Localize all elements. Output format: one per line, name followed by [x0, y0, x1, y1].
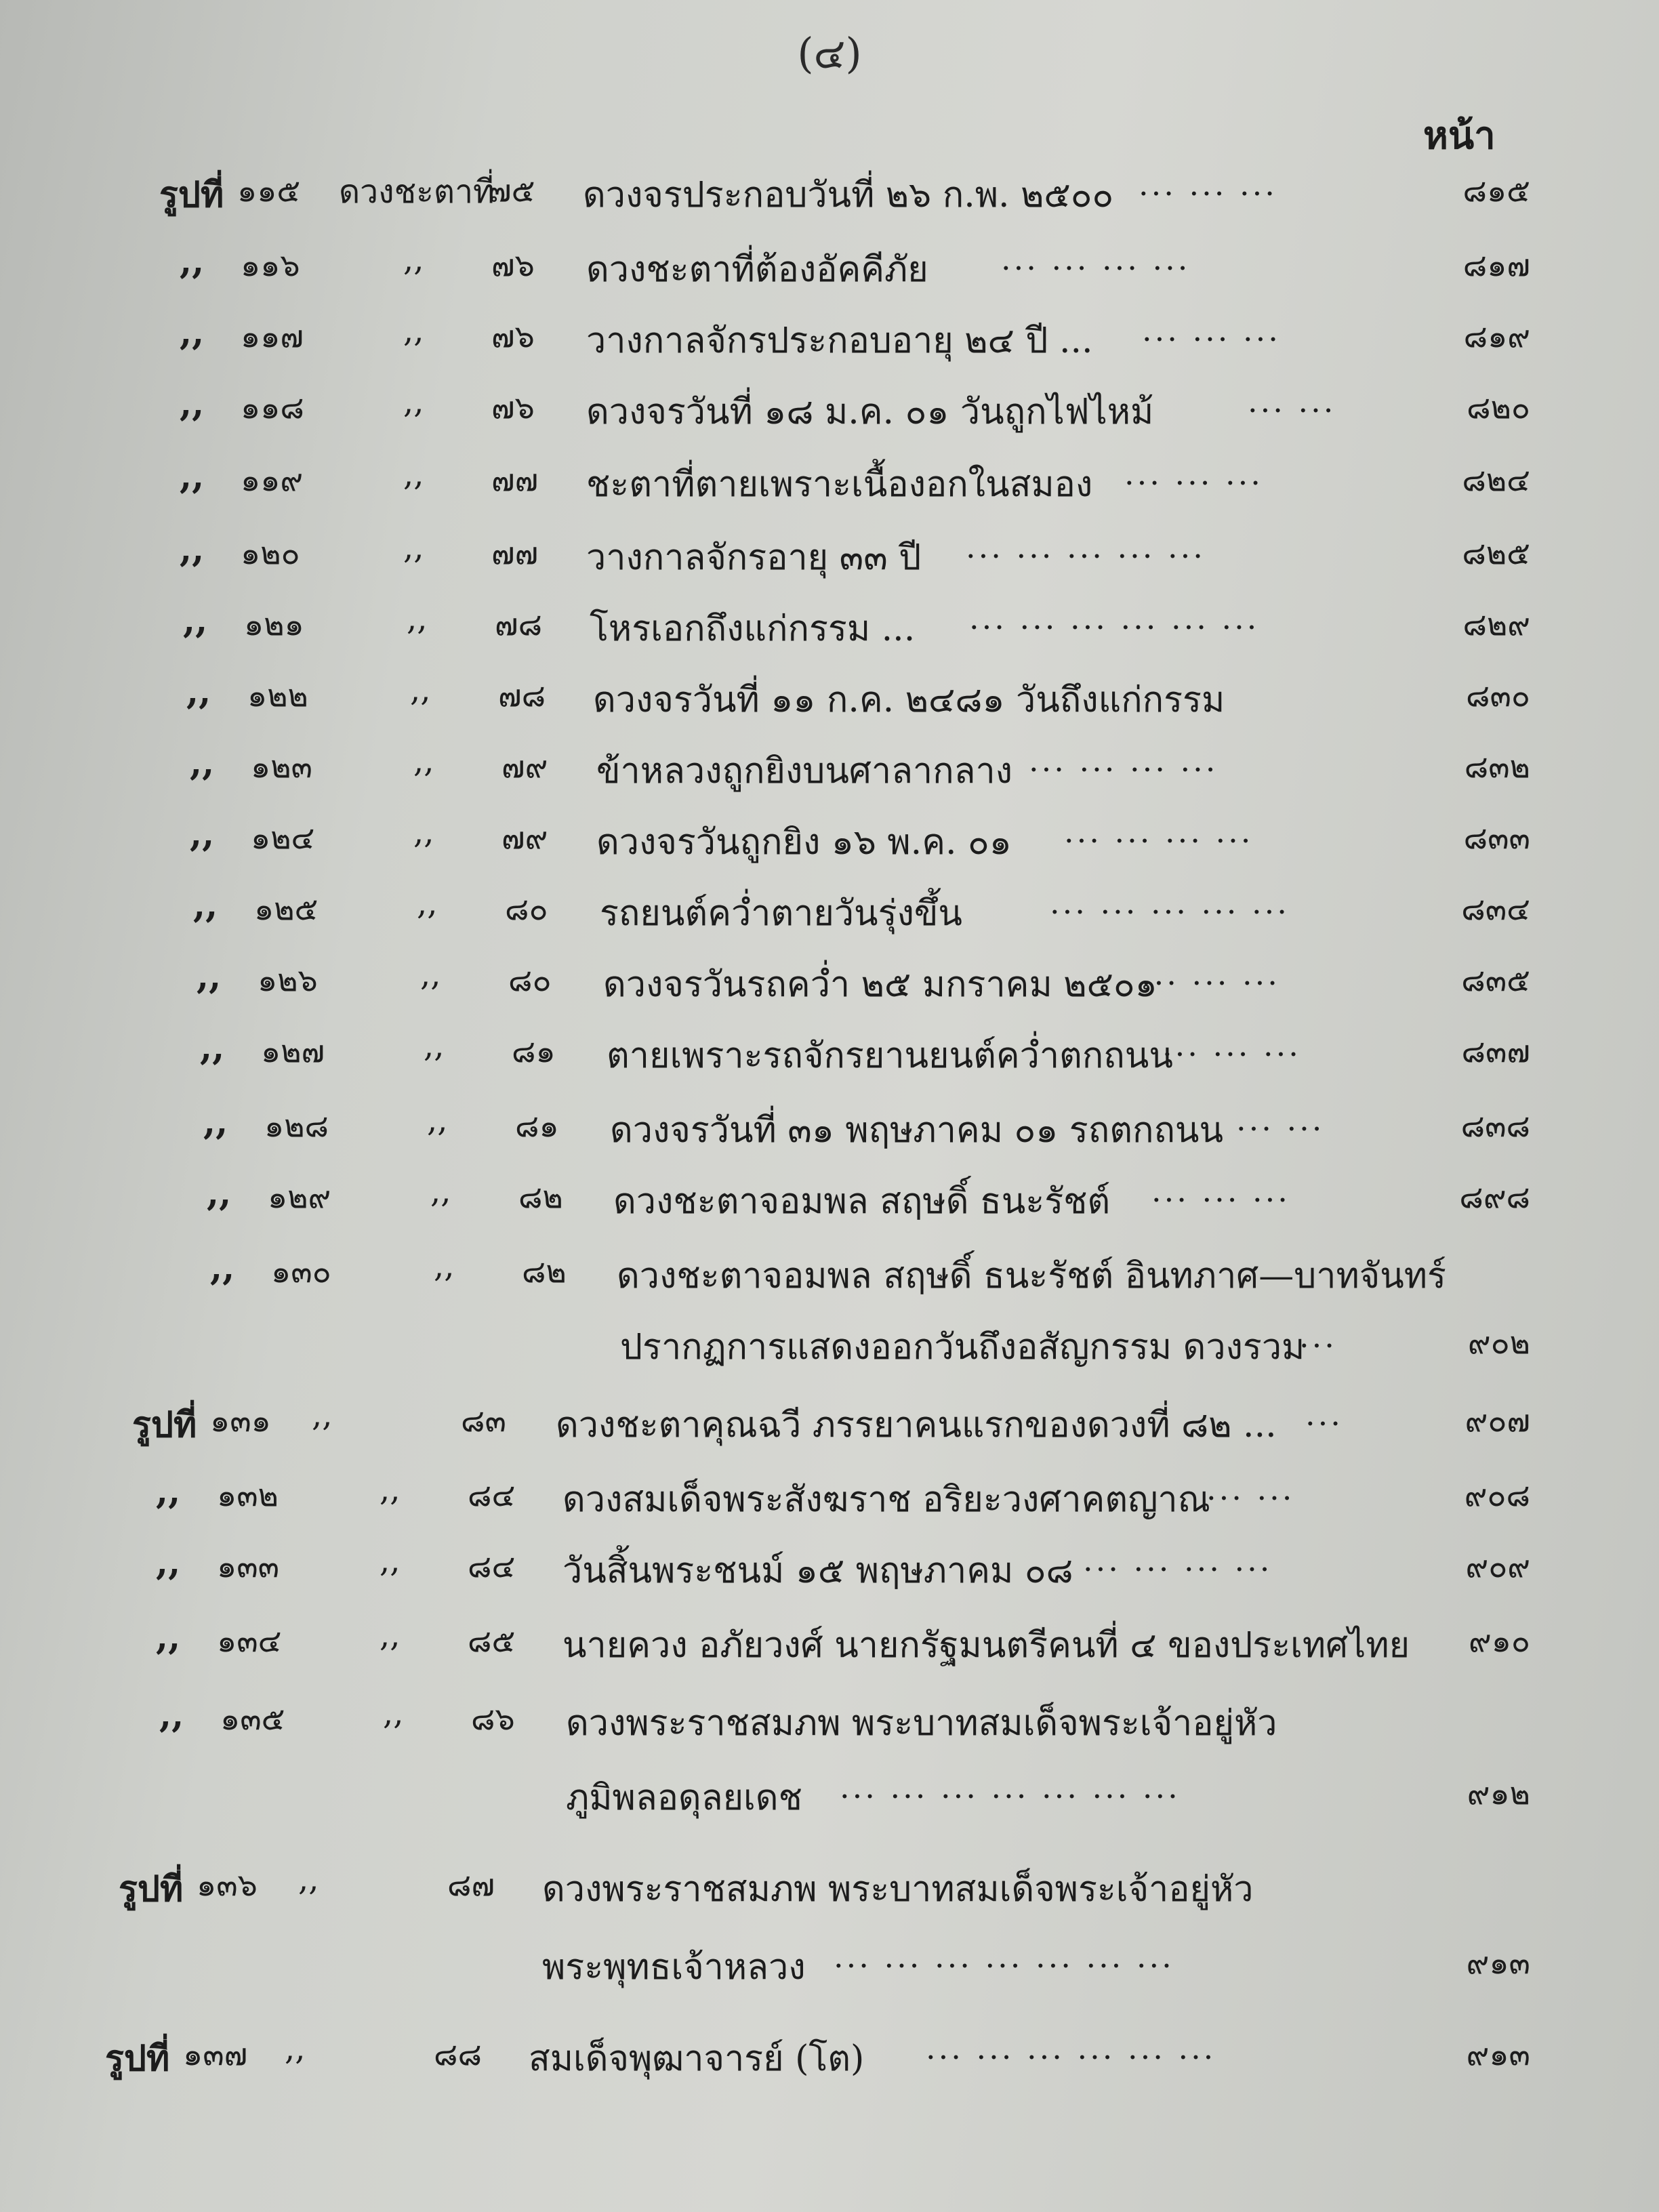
list-item	[0, 2030, 1659, 2097]
leader-dots: ... ... ...	[1141, 956, 1280, 992]
chart-ditto: ,,	[434, 1247, 455, 1285]
leader-dots: ...	[1305, 1396, 1343, 1433]
page-ref: ๘๑๙	[1463, 318, 1530, 354]
entry-title: สมเด็จพุฒาจารย์ (โต)	[529, 2039, 865, 2079]
list-item	[0, 241, 1659, 308]
entry-title: รถยนต์คว่ำตายวันรุ่งขึ้น	[600, 893, 962, 934]
chart-ditto: ,,	[407, 600, 428, 638]
chart-ditto: ,,	[403, 455, 424, 493]
leader-dots: ... ... ... ... ... ... ...	[840, 1769, 1181, 1805]
entry-title: พระพุทธเจ้าหลวง	[542, 1947, 806, 1988]
page-ref: ๘๓๘	[1460, 1107, 1530, 1144]
list-item	[0, 1860, 1659, 1928]
entry-label: ,,	[183, 600, 208, 641]
leader-dots: ... ...	[1236, 1101, 1325, 1138]
list-item	[0, 813, 1659, 881]
figure-number: ๑๑๖	[241, 247, 300, 283]
list-item	[0, 1471, 1659, 1538]
list-item	[0, 742, 1659, 810]
entry-label: รูปที่	[105, 2038, 170, 2079]
entry-label: ,,	[180, 312, 205, 353]
page-ref: ๙๑๒	[1467, 1775, 1530, 1811]
entry-title: ดวงจรวันที่ ๑๑ ก.ค. ๒๔๘๑ วันถึงแก่กรรม	[593, 680, 1225, 720]
chart-ditto: ,,	[413, 813, 434, 851]
leader-dots: ...	[1299, 1318, 1337, 1355]
figure-number: ๑๒๖	[258, 962, 318, 998]
figure-number: ๑๒๕	[254, 890, 319, 927]
chart-number: ๘๑	[512, 1033, 556, 1069]
entry-title: วันสิ้นพระชนม์ ๑๕ พฤษภาคม ๐๘	[562, 1551, 1073, 1591]
chart-number: ๗๗	[491, 535, 539, 571]
entry-title: โหรเอกถึงแก่กรรม ...	[590, 609, 916, 649]
leader-dots: ... ... ...	[1142, 312, 1281, 348]
chart-number: ๘๐	[505, 890, 548, 927]
list-item	[0, 1396, 1659, 1464]
chart-ditto: ,,	[410, 671, 431, 709]
chart-ditto: ,,	[403, 241, 424, 279]
chart-ditto: ,,	[424, 1027, 445, 1065]
entry-label: รูปที่	[159, 174, 224, 216]
figure-number: ๑๒๐	[241, 535, 300, 571]
leader-dots: ... ... ... ... ... ... ...	[834, 1938, 1174, 1975]
figure-number: ๑๓๑	[210, 1402, 271, 1439]
list-item	[0, 1938, 1659, 2006]
chart-number: ๘๐	[508, 962, 552, 998]
chart-ditto: ,,	[312, 1396, 333, 1434]
chart-ditto: ,,	[403, 383, 424, 421]
entry-label: ,,	[210, 1247, 235, 1288]
page-ref: ๙๑๓	[1466, 2036, 1530, 2072]
list-item	[0, 455, 1659, 523]
entry-title: ดวงชะตาจอมพล สฤษดิ์ ธนะรัชต์	[613, 1181, 1111, 1222]
entry-label: ,,	[156, 1471, 181, 1512]
chart-number: ๘๒	[518, 1179, 563, 1215]
leader-dots: ... ... ... ... ...	[966, 529, 1206, 565]
chart-ditto: ,,	[430, 1172, 451, 1210]
chart-number: ๘๔	[468, 1477, 516, 1513]
chart-number: ๗๖	[491, 389, 535, 426]
chart-number: ๗๕	[488, 172, 535, 209]
figure-number: ๑๒๑	[244, 606, 304, 642]
figure-number: ๑๑๘	[241, 389, 304, 426]
entry-title: วางกาลจักรอายุ ๓๓ ปี	[586, 537, 922, 578]
page-ref: ๙๐๗	[1465, 1402, 1530, 1439]
figure-number: ๑๑๙	[241, 462, 304, 498]
entry-title: ดวงชะตาจอมพล สฤษดิ์ ธนะรัชต์ อินทภาศ—บาทจันทร์	[617, 1256, 1446, 1296]
list-item	[0, 529, 1659, 596]
page-ref: ๘๒๐	[1467, 389, 1530, 426]
figure-number: ๑๑๗	[241, 318, 304, 354]
chart-number: ๗๖	[491, 318, 535, 354]
list-item	[0, 383, 1659, 451]
entry-label: ,,	[186, 671, 211, 712]
entry-title: ชะตาที่ตายเพราะเนื้องอกในสมอง	[586, 464, 1093, 505]
list-item	[0, 312, 1659, 380]
entry-label: รูปที่	[132, 1404, 197, 1446]
figure-number: ๑๓๐	[271, 1253, 331, 1290]
page-ref: ๙๐๘	[1464, 1477, 1530, 1513]
leader-dots: ... ... ...	[1124, 455, 1263, 492]
figure-number: ๑๓๔	[217, 1622, 282, 1659]
list-item	[0, 1027, 1659, 1094]
leader-dots: ... ... ... ... ...	[1050, 884, 1290, 921]
entry-title: ดวงพระราชสมภพ พระบาทสมเด็จพระเจ้าอยู่หัว	[542, 1869, 1254, 1910]
figure-number: ๑๓๓	[217, 1548, 280, 1584]
entry-title: ดวงจรวันที่ ๓๑ พฤษภาคม ๐๑ รถตกถนน	[610, 1110, 1224, 1151]
chart-ditto: ,,	[380, 1616, 401, 1654]
leader-dots: ... ... ...	[1162, 1027, 1301, 1063]
entry-label: ,,	[197, 956, 222, 997]
entry-label: ,,	[180, 529, 205, 570]
figure-number: ๑๒๙	[268, 1179, 331, 1215]
chart-ditto: ,,	[417, 884, 438, 922]
figure-number: ๑๓๕	[220, 1700, 285, 1737]
entry-title: นายควง อภัยวงศ์ นายกรัฐมนตรีคนที่ ๔ ของประเทศไทย	[562, 1625, 1410, 1666]
chart-number: ๘๓	[461, 1402, 506, 1439]
figure-number: ๑๒๒	[247, 677, 308, 714]
list-item	[0, 1616, 1659, 1684]
page-ref: ๙๑๓	[1466, 1944, 1530, 1981]
chart-number: ๗๖	[491, 247, 535, 283]
leader-dots: ... ... ... ... ... ...	[969, 600, 1260, 636]
figure-number: ๑๑๕	[237, 172, 301, 209]
chart-number: ๗๙	[501, 819, 548, 856]
entry-label: ,,	[203, 1101, 228, 1143]
page-ref: ๘๑๗	[1462, 247, 1530, 283]
entry-label: ,,	[180, 455, 205, 497]
figure-number: ๑๓๗	[183, 2036, 248, 2072]
page-ref: ๘๑๕	[1462, 172, 1530, 209]
entry-title: ดวงจรวันที่ ๑๘ ม.ค. ๐๑ วันถูกไฟไหม้	[586, 392, 1154, 432]
entry-title: ข้าหลวงถูกยิงบนศาลากลาง	[596, 751, 1013, 792]
chart-number: ๘๕	[468, 1622, 516, 1659]
list-item	[0, 956, 1659, 1023]
page-ref: ๘๒๔	[1462, 462, 1530, 498]
chart-ditto: ,,	[298, 1860, 319, 1898]
page-ref: ๙๑๐	[1469, 1622, 1530, 1659]
entry-title: ดวงจรวันถูกยิง ๑๖ พ.ค. ๐๑	[596, 822, 1012, 863]
list-item	[0, 1694, 1659, 1762]
leader-dots: ... ... ... ...	[1029, 742, 1218, 779]
chart-ditto: ,,	[380, 1542, 401, 1580]
chart-number: ๗๗	[491, 462, 539, 498]
entry-label: ,,	[180, 241, 205, 282]
page-ref: ๙๐๒	[1467, 1324, 1530, 1361]
leader-dots: ... ... ... ...	[1064, 813, 1254, 850]
entry-label: ,,	[159, 1694, 184, 1736]
entry-label: ,,	[200, 1027, 225, 1068]
chart-number: ๗๘	[498, 677, 546, 714]
list-item	[0, 166, 1659, 234]
entry-label: ,,	[190, 742, 215, 783]
chart-number: ๘๑	[515, 1107, 559, 1144]
chart-number: ๘๘	[434, 2036, 482, 2072]
chart-ditto: ,,	[403, 312, 424, 350]
page-ref: ๘๓๐	[1465, 677, 1530, 714]
chart-ditto: ,,	[413, 742, 434, 780]
chart-ditto: ,,	[420, 956, 441, 994]
leader-dots: ... ...	[1248, 383, 1336, 419]
leader-dots: ... ... ...	[1139, 166, 1277, 203]
list-item	[0, 1247, 1659, 1315]
page-ref: ๘๓๕	[1461, 962, 1530, 998]
entry-label: ,,	[180, 383, 205, 424]
figure-number: ๑๓๒	[217, 1477, 279, 1513]
leader-dots: ... ... ... ...	[1001, 241, 1191, 277]
page-number: (๔)	[797, 28, 862, 78]
list-item	[0, 600, 1659, 668]
page-ref: ๘๒๙	[1462, 606, 1530, 642]
list-item	[0, 671, 1659, 739]
entry-title: ดวงชะตาที่ต้องอัคคีภัย	[586, 249, 928, 290]
chart-ditto: ,,	[427, 1101, 448, 1139]
list-item	[0, 1769, 1659, 1837]
leader-dots: ... ...	[1206, 1471, 1295, 1507]
list-item	[0, 884, 1659, 952]
page-ref: ๘๓๒	[1464, 748, 1530, 785]
entry-label: ,,	[156, 1616, 181, 1658]
chart-ditto: ,,	[383, 1694, 404, 1732]
chart-ditto: ดวงชะตาที่	[339, 173, 495, 211]
page-ref: ๘๒๕	[1462, 535, 1530, 571]
entry-title: ดวงจรวันรถคว่ำ ๒๕ มกราคม ๒๕๐๑	[603, 964, 1158, 1005]
leader-dots: ... ... ... ... ... ...	[926, 2030, 1216, 2066]
chart-number: ๗๘	[495, 606, 543, 642]
chart-number: ๘๒	[522, 1253, 567, 1290]
page-column-header: หน้า	[1423, 113, 1496, 158]
page-ref: ๘๙๘	[1459, 1179, 1530, 1215]
entry-label: ,,	[207, 1172, 232, 1214]
entry-label: ,,	[193, 884, 218, 926]
page-ref: ๘๓๗	[1461, 1033, 1530, 1069]
chart-number: ๘๔	[468, 1548, 516, 1584]
leader-dots: ... ... ...	[1151, 1172, 1290, 1209]
entry-title: วางกาลจักรประกอบอายุ ๒๔ ปี ...	[586, 321, 1093, 361]
figure-number: ๑๒๔	[251, 819, 315, 856]
figure-number: ๑๓๖	[197, 1866, 258, 1903]
figure-number: ๑๒๓	[251, 748, 312, 785]
entry-label: ,,	[190, 813, 215, 855]
entry-title: ภูมิพลอดุลยเดช	[566, 1778, 802, 1818]
entry-title: ดวงชะตาคุณฉวี ภรรยาคนแรกของดวงที่ ๘๒ ...	[556, 1405, 1277, 1446]
entry-title: ดวงพระราชสมภพ พระบาทสมเด็จพระเจ้าอยู่หัว	[566, 1703, 1277, 1744]
list-item	[0, 1101, 1659, 1169]
chart-number: ๘๖	[471, 1700, 515, 1737]
entry-label: รูปที่	[119, 1868, 184, 1910]
entry-title: ดวงจรประกอบวันที่ ๒๖ ก.พ. ๒๕๐๐	[583, 175, 1114, 216]
list-item	[0, 1172, 1659, 1240]
entry-label: ,,	[156, 1542, 181, 1583]
chart-number: ๗๙	[501, 748, 548, 785]
entry-title: ตายเพราะรถจักรยานยนต์คว่ำตกถนน	[607, 1036, 1173, 1076]
chart-ditto: ,,	[380, 1471, 401, 1509]
leader-dots: ... ... ... ...	[1083, 1542, 1273, 1578]
chart-number: ๘๗	[447, 1866, 495, 1903]
figure-number: ๑๒๗	[261, 1033, 325, 1069]
chart-ditto: ,,	[403, 529, 424, 567]
entry-title: ดวงสมเด็จพระสังฆราช อริยะวงศาคตญาณ	[562, 1479, 1210, 1520]
page-ref: ๙๐๙	[1465, 1548, 1530, 1584]
chart-ditto: ,,	[285, 2030, 306, 2068]
entry-title: ปรากฏการแสดงออกวันถึงอสัญกรรม ดวงรวม	[620, 1327, 1305, 1368]
page-ref: ๘๓๓	[1463, 819, 1530, 856]
list-item	[0, 1542, 1659, 1610]
figure-number: ๑๒๘	[264, 1107, 329, 1144]
list-item	[0, 1318, 1659, 1386]
page-ref: ๘๓๔	[1461, 890, 1530, 927]
